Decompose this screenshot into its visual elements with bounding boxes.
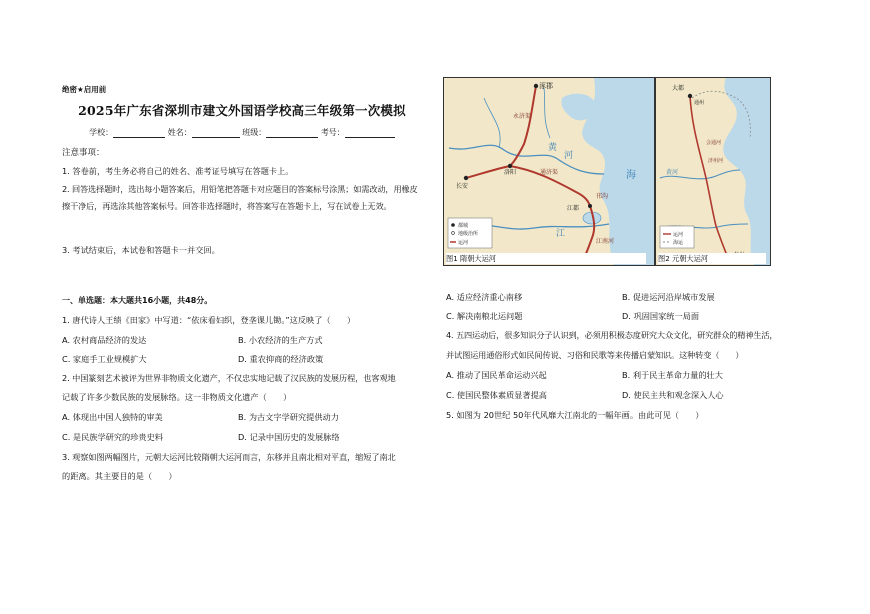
student-info-fields xyxy=(62,127,422,138)
map1-label-jiang: 江 xyxy=(556,229,566,239)
map1-label-luoyang: 洛阳 xyxy=(504,169,517,176)
map2-label-jizhou: 济州河 xyxy=(708,158,724,164)
confidential-label: 绝密★启用前 xyxy=(62,85,107,94)
question-1-option-d[interactable]: D. 重农抑商的经济政策 xyxy=(238,354,324,364)
map1-label-sea: 海 xyxy=(626,170,636,181)
map2-label-huitong: 会通河 xyxy=(706,140,722,146)
notice-item-3: 3. 考试结束后，本试卷和答题卡一并交回。 xyxy=(62,245,220,255)
school-label: 学校： xyxy=(89,128,114,137)
question-2-option-a[interactable]: A. 体现出中国人独特的审美 xyxy=(62,412,163,422)
question-4-option-d[interactable]: D. 使民主共和观念深入人心 xyxy=(622,390,724,400)
figure-2-caption: 图2 元朝大运河 xyxy=(658,253,766,264)
number-blank[interactable] xyxy=(345,129,395,138)
map1-legend-capital: 都城 xyxy=(458,223,469,229)
exam-title: 2025年广东省深圳市建文外国语学校高三年级第一次模拟 xyxy=(78,103,406,118)
question-4-option-a[interactable]: A. 推动了国民革命运动兴起 xyxy=(446,370,547,380)
name-label: 姓名： xyxy=(167,128,192,137)
number-label: 考号： xyxy=(320,128,345,137)
map1-label-jiangnan: 江南河 xyxy=(596,238,615,245)
map2-label-tongzhou: 通州 xyxy=(694,100,705,106)
question-3-option-d[interactable]: D. 巩固国家统一局面 xyxy=(622,311,700,321)
map2-legend-sea: 海运 xyxy=(673,240,684,246)
question-3-option-c[interactable]: C. 解决南粮北运问题 xyxy=(446,311,523,321)
school-blank[interactable] xyxy=(113,129,165,138)
question-4-option-c[interactable]: C. 使国民整体素质显著提高 xyxy=(446,390,547,400)
question-2-stem-line-2: 记载了许多少数民族的发展脉络。这一非物质文化遗产（ ） xyxy=(62,392,292,402)
map2-label-dadu: 大都 xyxy=(672,85,685,92)
question-3-option-b[interactable]: B. 促进运河沿岸城市发展 xyxy=(622,292,715,302)
question-1-stem: 1. 唐代诗人王绩《田家》中写道：“依床看妇织，登垄课儿锄。”这反映了（ ） xyxy=(62,315,356,325)
map1-label-yongji: 永济渠 xyxy=(513,113,532,120)
map1-label-jiangdu: 江都 xyxy=(567,205,580,212)
map1-label-hangou: 邗沟 xyxy=(596,193,609,200)
yuan-canal-map xyxy=(656,78,770,265)
question-4-stem-line-2: 并试图运用通俗形式如民间传说、习俗和民歌等来传播启蒙知识。这种转变（ ） xyxy=(446,350,744,360)
class-label: 班级： xyxy=(242,128,267,137)
question-2-option-c[interactable]: C. 是民族学研究的珍贵史料 xyxy=(62,432,163,442)
question-4-option-b[interactable]: B. 利于民主革命力量的壮大 xyxy=(622,370,723,380)
map1-label-zhuojun: 涿郡 xyxy=(539,82,553,90)
map2-label-yellow: 黄河 xyxy=(666,169,679,176)
map1-label-tongji: 通济渠 xyxy=(540,169,559,176)
question-3-stem-line-2: 的距离。其主要目的是（ ） xyxy=(62,471,177,481)
question-3-option-a[interactable]: A. 适应经济重心南移 xyxy=(446,292,523,302)
section-heading: 一、单选题：本大题共16小题，共48分。 xyxy=(62,296,213,305)
question-3-stem-line-1: 3. 观察如图两幅图片，元朝大运河比较隋朝大运河而言，东移并且南北相对平直，缩短了南北 xyxy=(62,452,396,462)
map1-legend-canal: 运河 xyxy=(458,240,469,246)
class-blank[interactable] xyxy=(266,129,318,138)
sui-canal-map xyxy=(444,78,654,265)
map1-label-yellow: 黄 xyxy=(548,143,558,153)
figure-1-frame xyxy=(443,77,655,266)
question-2-option-b[interactable]: B. 为古文字学研究提供动力 xyxy=(238,412,339,422)
question-4-stem-line-1: 4. 五四运动后，很多知识分子认识到，必须用积极态度研究大众文化，研究群众的精神生活， xyxy=(446,330,778,340)
question-5-stem: 5. 如图为 20世纪 50年代风靡大江南北的一幅年画。由此可见（ ） xyxy=(446,410,704,420)
figure-1-caption: 图1 隋朝大运河 xyxy=(446,253,646,264)
question-1-option-a[interactable]: A. 农村商品经济的发达 xyxy=(62,335,147,345)
name-blank[interactable] xyxy=(192,129,240,138)
question-1-option-c[interactable]: C. 家庭手工业规模扩大 xyxy=(62,354,147,364)
notice-item-2: 2. 回答选择题时，选出每小题答案后，用铅笔把答题卡对应题目的答案标号涂黑；如需改动，用橡皮擦干净后，再选涂其他答案标号。回答非选择题时，将答案写在答题卡上，写在试卷上无效。 xyxy=(62,184,418,211)
map1-label-changan: 长安 xyxy=(456,183,469,190)
question-1-option-b[interactable]: B. 小农经济的生产方式 xyxy=(238,335,323,345)
question-2-stem-line-1: 2. 中国篆刻艺术被评为世界非物质文化遗产，不仅忠实地记载了汉民族的发展历程，也客观地 xyxy=(62,373,396,383)
map1-legend-city: 地级治所 xyxy=(458,231,479,237)
question-2-option-d[interactable]: D. 记录中国历史的发展脉络 xyxy=(238,432,340,442)
notice-heading: 注意事项： xyxy=(62,148,105,158)
map2-legend-canal: 运河 xyxy=(673,232,684,238)
figure-2-frame xyxy=(655,77,771,266)
notice-item-1: 1. 答卷前，考生务必将自己的姓名、准考证号填写在答题卡上。 xyxy=(62,166,294,176)
map1-label-river: 河 xyxy=(564,151,574,161)
